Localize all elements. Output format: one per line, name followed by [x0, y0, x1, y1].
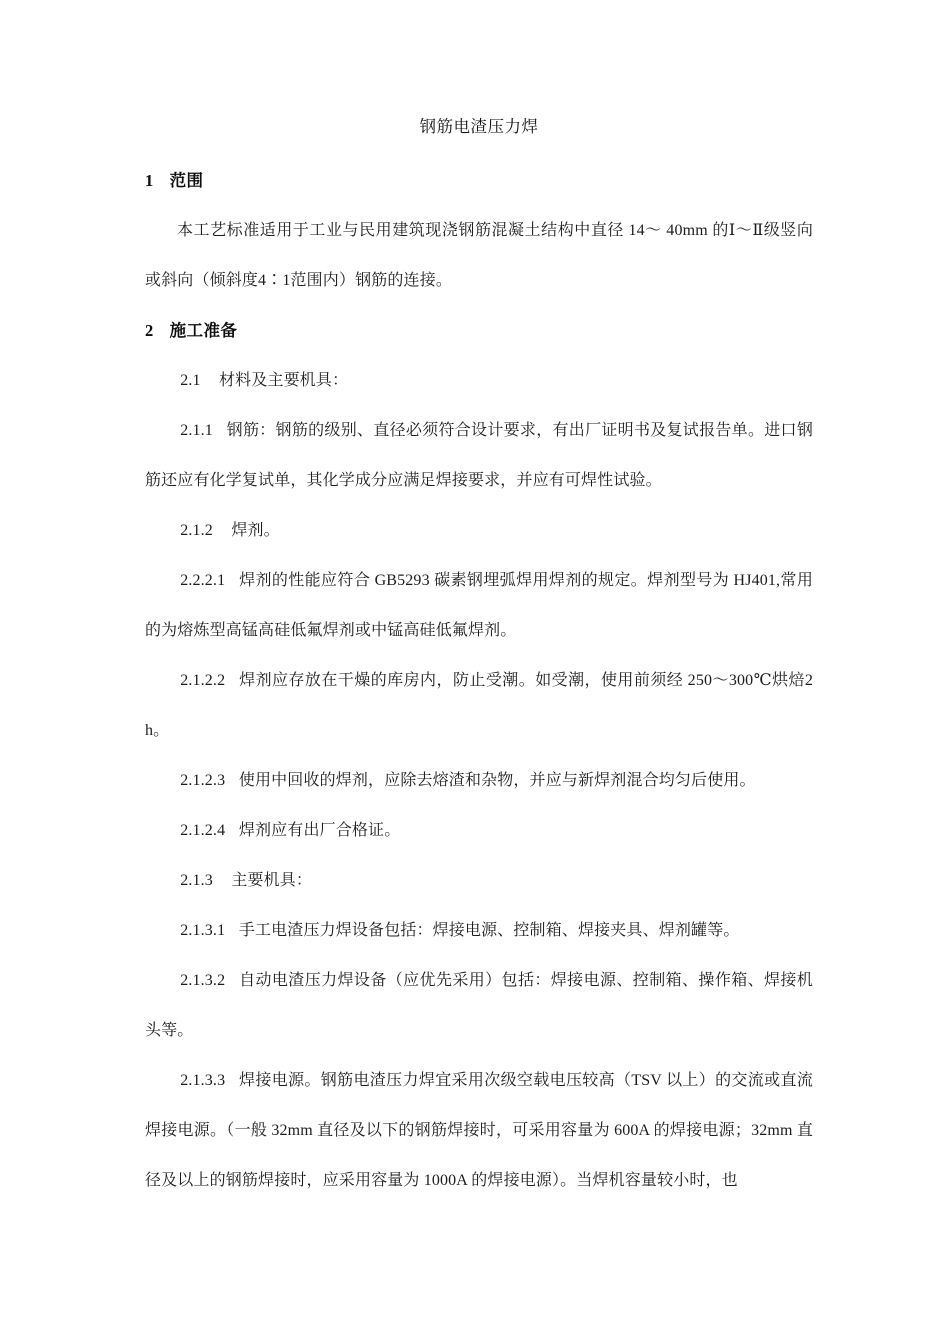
- item-text: 材料及主要机具：: [219, 372, 349, 389]
- section-number: 1: [145, 171, 154, 190]
- item-number: 2.1.2.2: [180, 672, 226, 689]
- item-number: 2.1.3.3: [180, 1072, 226, 1089]
- item-number: 2.2.2.1: [180, 572, 226, 589]
- item-number: 2.1.1: [180, 422, 213, 439]
- list-item-2-1-3-3: [145, 1056, 813, 1206]
- section-label: 范围: [169, 171, 204, 190]
- item-text: 焊剂应有出厂合格证。: [238, 822, 401, 839]
- item-number: 2.1.2.3: [180, 772, 226, 789]
- document-title: 钢筋电渣压力焊: [419, 117, 539, 136]
- item-number: 2.1.3: [180, 872, 213, 889]
- list-item-2-1-2-3: [145, 756, 813, 806]
- section-heading-2: [145, 306, 813, 356]
- list-item-2-2-2-1: [145, 556, 813, 656]
- item-text: 主要机具：: [231, 872, 313, 889]
- item-text: 手工电渣压力焊设备包括：焊接电源、控制箱、焊接夹具、焊剂罐等。: [238, 922, 740, 939]
- list-item-2-1-2-4: [145, 806, 813, 856]
- list-item-2-1: [145, 356, 813, 406]
- section-heading-1: [145, 156, 813, 206]
- list-item-2-1-3: [145, 856, 813, 906]
- item-number: 2.1.2.4: [180, 822, 226, 839]
- list-item-2-1-3-2: [145, 956, 813, 1056]
- item-text: 焊剂的性能应符合 GB5293 碳素钢埋弧焊用焊剂的规定。焊剂型号为 HJ401,常用的为熔炼型高锰高硅低氟焊剂或中锰高硅低氟焊剂。: [145, 572, 813, 639]
- list-item-2-1-2-2: [145, 656, 813, 756]
- list-item-2-1-3-1: [145, 906, 813, 956]
- list-item-2-1-2: [145, 506, 813, 556]
- item-number: 2.1.3.1: [180, 922, 226, 939]
- item-text: 使用中回收的焊剂，应除去熔渣和杂物，并应与新焊剂混合均匀后使用。: [238, 772, 756, 789]
- paragraph-scope: 本工艺标准适用于工业与民用建筑现浇钢筋混凝土结构中直径 14～ 40mm 的Ⅰ～Ⅱ级竖向或斜向（倾斜度4∶1范围内）钢筋的连接。: [145, 222, 813, 289]
- item-text: 自动电渣压力焊设备（应优先采用）包括：焊接电源、控制箱、操作箱、焊接机头等。: [145, 972, 813, 1039]
- item-text: 焊剂。: [231, 522, 280, 539]
- item-number: 2.1.2: [180, 522, 213, 539]
- item-text: 钢筋：钢筋的级别、直径必须符合设计要求，有出厂证明书及复试报告单。进口钢筋还应有化学复试单，其化学成分应满足焊接要求，并应有可焊性试验。: [145, 422, 813, 489]
- section-label: 施工准备: [169, 321, 238, 340]
- section-number: 2: [145, 321, 154, 340]
- item-text: 焊剂应存放在干燥的库房内，防止受潮。如受潮，使用前须经 250～300℃烘焙2h。: [145, 672, 813, 739]
- item-number: 2.1.3.2: [180, 972, 226, 989]
- list-item-2-1-1: [145, 406, 813, 506]
- item-number: 2.1: [180, 372, 201, 389]
- document-body: [145, 112, 813, 1206]
- item-text: 焊接电源。钢筋电渣压力焊宜采用次级空载电压较高（TSV 以上）的交流或直流焊接电源。（一般 32mm 直径及以下的钢筋焊接时，可采用容量为 600A 的焊接电源；32mm 直径及以上的钢筋焊接时，应采用容量为 1000A 的焊接电源）。当焊机容量较小时，也: [145, 1072, 813, 1189]
